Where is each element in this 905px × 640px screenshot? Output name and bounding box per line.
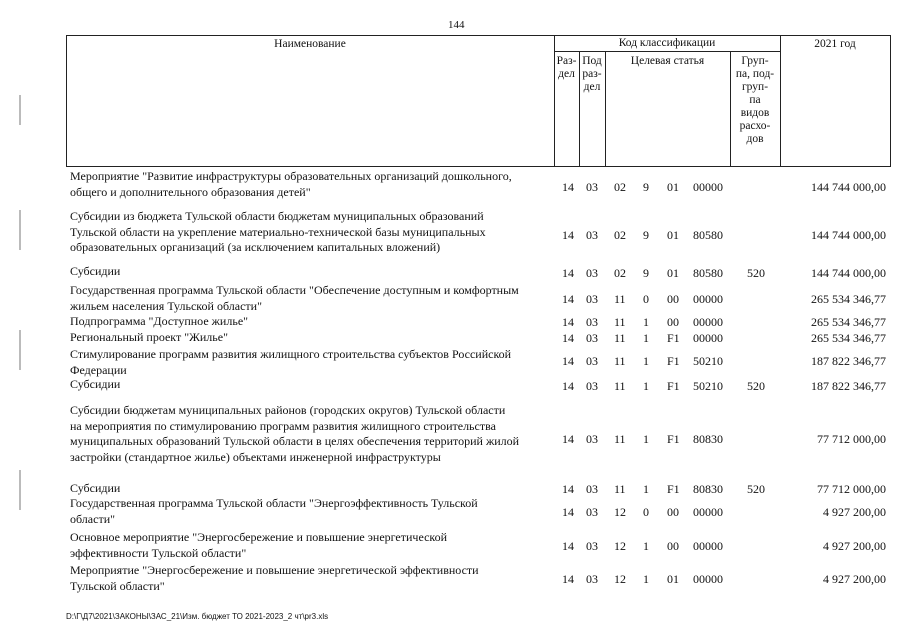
row-name-line: Субсидии: [70, 377, 121, 391]
row-name-line: Субсидии бюджетам муниципальных районов (городских округов) Тульской области: [70, 403, 506, 417]
amount-2021: 4 927 200,00: [823, 572, 886, 586]
row-name-line: Основное мероприятие "Энергосбережение и повышение энергетической: [70, 530, 448, 544]
code-c4: 00000: [693, 331, 723, 345]
table-row: [66, 377, 891, 395]
row-name-line: жильем населения Тульской области": [70, 298, 262, 313]
row-name-line: Субсидии из бюджета Тульской области бюджетам муниципальных образований: [70, 209, 484, 223]
code-grp: 520: [747, 482, 765, 496]
code-pr: 03: [586, 228, 598, 242]
amount-2021: 144 744 000,00: [811, 228, 886, 242]
code-r: 14: [562, 572, 574, 586]
code-c3: F1: [667, 432, 680, 446]
code-c1: 11: [614, 432, 626, 446]
code-c1: 12: [614, 572, 626, 586]
code-r: 14: [562, 539, 574, 553]
code-c2: 0: [643, 292, 649, 306]
table-row: [66, 403, 891, 475]
code-c2: 1: [643, 482, 649, 496]
table-row: [66, 209, 891, 261]
code-r: 14: [562, 180, 574, 194]
code-pr: 03: [586, 572, 598, 586]
row-name-line: общего и дополнительного образования детей": [70, 184, 311, 199]
header-group: Груп- па, под- груп- па видов расхо- дов: [735, 55, 775, 145]
table-row: [66, 169, 891, 205]
row-name-line: Федерации: [70, 362, 127, 377]
row-name-line: Мероприятие "Энергосбережение и повышение энергетической эффективности: [70, 563, 479, 577]
code-c1: 11: [614, 482, 626, 496]
table-row: [66, 314, 891, 330]
code-grp: 520: [747, 379, 765, 393]
code-c2: 1: [643, 331, 649, 345]
code-c4: 00000: [693, 180, 723, 194]
table-row: [66, 264, 891, 282]
amount-2021: 144 744 000,00: [811, 266, 886, 280]
code-r: 14: [562, 379, 574, 393]
code-c1: 11: [614, 292, 626, 306]
code-c4: 80830: [693, 482, 723, 496]
code-pr: 03: [586, 482, 598, 496]
margin-mark: [19, 95, 21, 125]
code-r: 14: [562, 432, 574, 446]
code-c4: 50210: [693, 354, 723, 368]
amount-2021: 4 927 200,00: [823, 505, 886, 519]
code-c2: 9: [643, 266, 649, 280]
header-target: Целевая статья: [630, 55, 705, 67]
margin-mark: [19, 210, 21, 250]
row-name-line: Тульской области на укрепление материально-технической базы муниципальных: [70, 224, 486, 239]
code-c2: 0: [643, 505, 649, 519]
code-pr: 03: [586, 292, 598, 306]
header-year: 2021 год: [814, 38, 856, 50]
code-pr: 03: [586, 505, 598, 519]
amount-2021: 187 822 346,77: [811, 379, 886, 393]
table-row: [66, 283, 891, 315]
table-row: [66, 347, 891, 375]
code-c2: 1: [643, 539, 649, 553]
row-name-line: Государственная программа Тульской области "Обеспечение доступным и комфортным: [70, 283, 519, 297]
code-pr: 03: [586, 539, 598, 553]
code-c1: 12: [614, 539, 626, 553]
code-r: 14: [562, 266, 574, 280]
code-pr: 03: [586, 379, 598, 393]
code-c4: 00000: [693, 292, 723, 306]
code-c1: 02: [614, 266, 626, 280]
amount-2021: 265 534 346,77: [811, 292, 886, 306]
code-c3: 00: [667, 539, 679, 553]
code-r: 14: [562, 292, 574, 306]
row-name-line: Государственная программа Тульской области "Энергоэффективность Тульской: [70, 496, 478, 510]
margin-mark: [19, 330, 21, 370]
code-pr: 03: [586, 432, 598, 446]
code-c4: 00000: [693, 505, 723, 519]
amount-2021: 265 534 346,77: [811, 315, 886, 329]
code-c1: 11: [614, 331, 626, 345]
code-pr: 03: [586, 315, 598, 329]
code-r: 14: [562, 482, 574, 496]
code-c3: F1: [667, 379, 680, 393]
code-c4: 80580: [693, 266, 723, 280]
row-name-line: Региональный проект "Жилье": [70, 330, 228, 344]
amount-2021: 187 822 346,77: [811, 354, 886, 368]
code-pr: 03: [586, 331, 598, 345]
row-name-line: эффективности Тульской области": [70, 545, 247, 560]
code-c3: 00: [667, 315, 679, 329]
header-razdel: Раз- дел: [556, 55, 577, 80]
header-podrazdel: Под раз- дел: [582, 55, 602, 93]
amount-2021: 77 712 000,00: [817, 432, 886, 446]
code-c3: 01: [667, 266, 679, 280]
table-row: [66, 530, 891, 562]
code-c4: 00000: [693, 539, 723, 553]
code-c3: F1: [667, 331, 680, 345]
code-c4: 00000: [693, 572, 723, 586]
code-c1: 12: [614, 505, 626, 519]
code-r: 14: [562, 315, 574, 329]
header-classification: Код классификации: [618, 37, 716, 49]
code-c3: 00: [667, 292, 679, 306]
amount-2021: 4 927 200,00: [823, 539, 886, 553]
code-c4: 50210: [693, 379, 723, 393]
row-name-line: муниципальных образований Тульской области в целях обеспечения территорий жилой: [70, 434, 520, 448]
row-name-line: Подпрограмма "Доступное жилье": [70, 314, 249, 328]
row-name-line: Субсидии: [70, 264, 121, 278]
code-r: 14: [562, 228, 574, 242]
code-c2: 1: [643, 432, 649, 446]
table-row: [66, 330, 891, 346]
code-c4: 80830: [693, 432, 723, 446]
code-c4: 00000: [693, 315, 723, 329]
code-c1: 11: [614, 354, 626, 368]
row-name-line: Мероприятие "Развитие инфраструктуры образовательных организаций дошкольного,: [70, 169, 512, 183]
code-c1: 02: [614, 180, 626, 194]
code-c2: 9: [643, 180, 649, 194]
code-pr: 03: [586, 354, 598, 368]
row-name-line: Тульской области": [70, 578, 165, 593]
row-name-line: застройки (стандартное жилье) объектами инженерной инфраструктуры: [70, 449, 441, 464]
table-row: [66, 481, 891, 497]
code-c2: 1: [643, 572, 649, 586]
code-pr: 03: [586, 266, 598, 280]
code-c3: F1: [667, 482, 680, 496]
code-r: 14: [562, 331, 574, 345]
table-row: [66, 563, 891, 595]
amount-2021: 144 744 000,00: [811, 180, 886, 194]
row-name-line: Субсидии: [70, 481, 121, 495]
code-c3: F1: [667, 354, 680, 368]
page-number: 144: [448, 19, 465, 31]
row-name-line: на мероприятия по стимулированию программ развития жилищного строительства: [70, 418, 496, 433]
amount-2021: 77 712 000,00: [817, 482, 886, 496]
code-c2: 1: [643, 354, 649, 368]
amount-2021: 265 534 346,77: [811, 331, 886, 345]
code-r: 14: [562, 505, 574, 519]
margin-mark: [19, 470, 21, 510]
code-c3: 01: [667, 572, 679, 586]
table-row: [66, 496, 891, 528]
code-c1: 11: [614, 379, 626, 393]
row-name-line: образовательных организаций (за исключением капитальных вложений): [70, 240, 441, 254]
code-c2: 9: [643, 228, 649, 242]
code-c3: 00: [667, 505, 679, 519]
row-name-line: области": [70, 511, 116, 526]
code-c2: 1: [643, 379, 649, 393]
row-name-line: Стимулирование программ развития жилищного строительства субъектов Российской: [70, 347, 512, 361]
header-name: Наименование: [274, 38, 346, 50]
budget-table: [66, 35, 891, 593]
code-c4: 80580: [693, 228, 723, 242]
file-path-footer: D:\Г\Д7\2021\ЗАКОНЫ\ЗАС_21\Изм. бюджет ТО 2021-2023_2 чт\pr3.xls: [66, 612, 329, 621]
code-c3: 01: [667, 180, 679, 194]
code-pr: 03: [586, 180, 598, 194]
code-c1: 02: [614, 228, 626, 242]
code-c1: 11: [614, 315, 626, 329]
code-r: 14: [562, 354, 574, 368]
code-c3: 01: [667, 228, 679, 242]
code-grp: 520: [747, 266, 765, 280]
code-c2: 1: [643, 315, 649, 329]
